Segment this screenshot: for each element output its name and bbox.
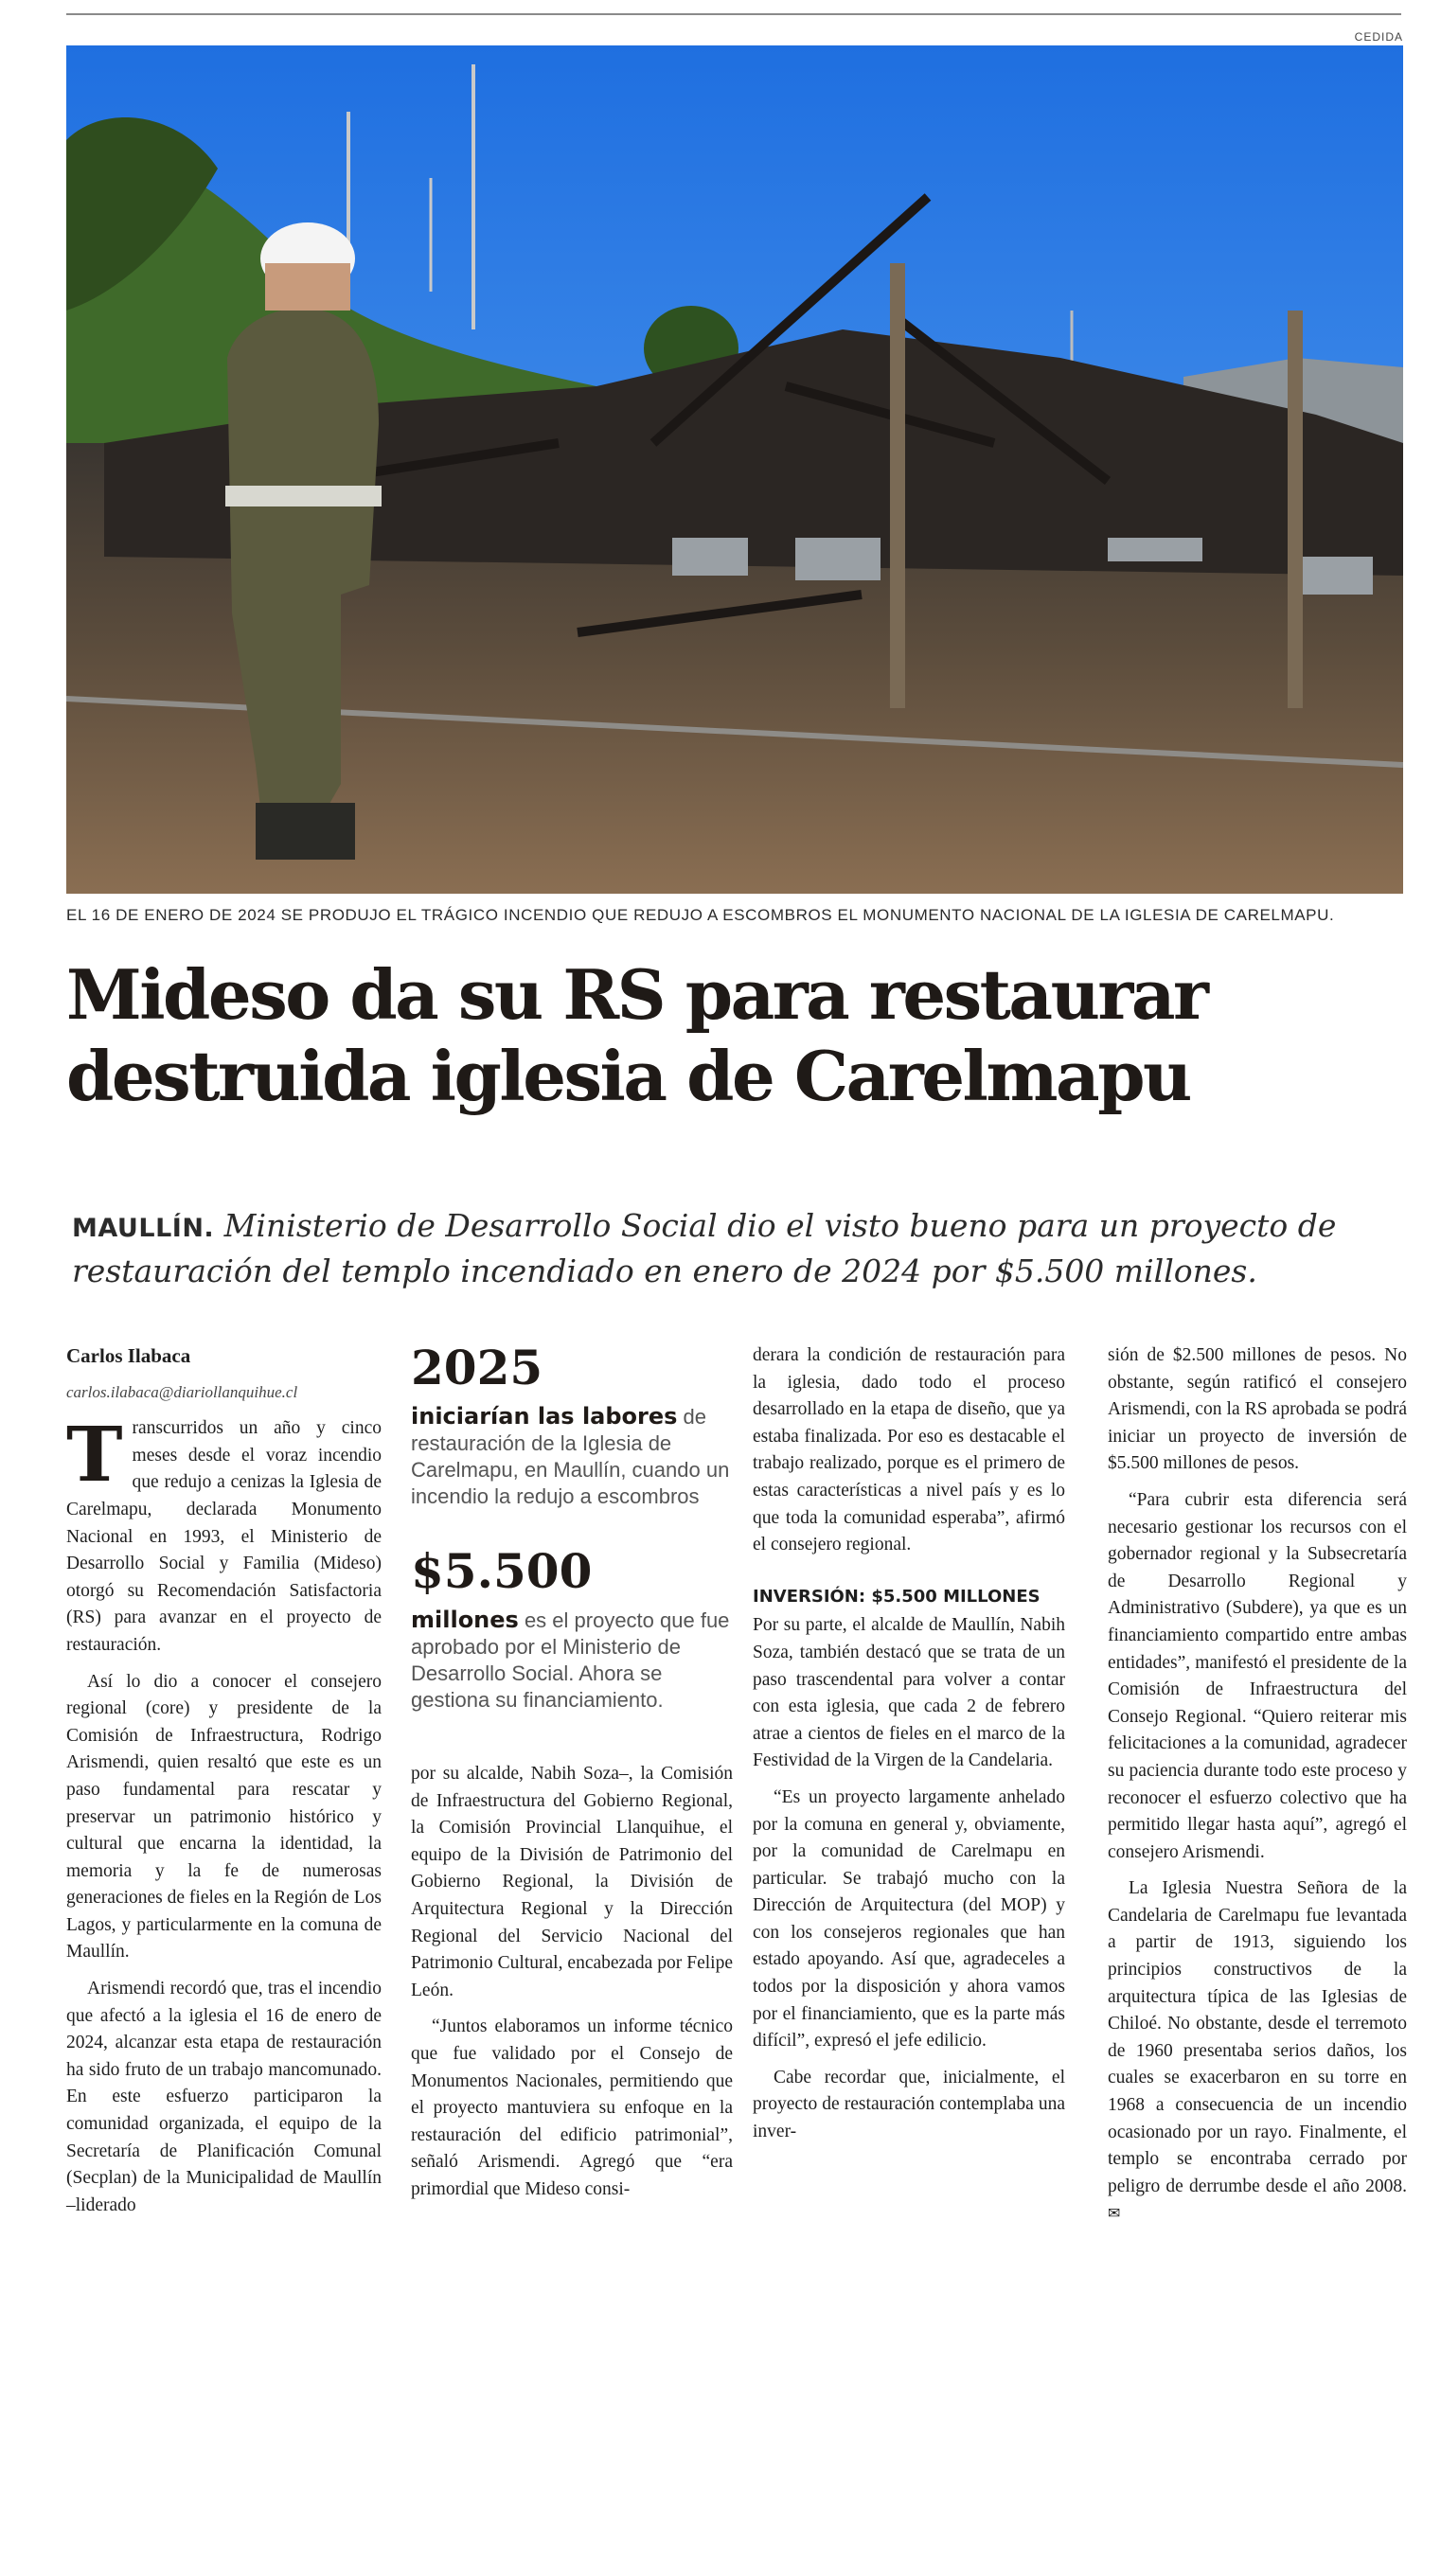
stat-number-2025: 2025 [411, 1340, 543, 1395]
paragraph: por su alcalde, Nabih Soza–, la Comisión de Infraestructura del Gobierno Regional, la Comisión Provincial Llanquihue, el equipo de la División de Patrimonio del Gobierno Regional, la División de Arquitectura Regional y la Dirección Regional del Servicio Nacional del Patrimonio Cultural, encabezada por Felipe León. [411, 1764, 733, 2000]
end-mark-icon: ✉ [1108, 2204, 1121, 2223]
paragraph: Por su parte, el alcalde de Maullín, Nabih Soza, también destacó que se trata de un paso trascendental para volver a contar con esta iglesia, que cada 2 de febrero atrae a cientos de fieles en el marco de la Festividad de la Virgen de la Candelaria. [753, 1615, 1065, 1771]
paragraph: “Juntos elaboramos un informe técnico que fue validado por el Consejo de Monumentos Nacionales, permitiendo que el proyecto mantuviera su enfoque en la restauración del edificio patrimonial”, señaló Arismendi. Agregó que “era primordial que Mideso consi- [411, 2016, 733, 2199]
paragraph: Transcurridos un año y cinco meses desde el voraz incendio que redujo a cenizas la Iglesia de Carelmapu, declarada Monumento Nacional en 1993, el Ministerio de Desarrollo Social y Familia (Mideso) otorgó su Recomendación Satisfactoria (RS) para avanzar en el proyecto de restauración. [66, 1410, 382, 1655]
stat-text-2025: iniciarían las labores de restauración de la Iglesia de Carelmapu, en Maullín, cuando un incendio la redujo a escombros [411, 1403, 730, 1508]
headline-line-1: Mideso da su RS para restaurar [66, 954, 1207, 1035]
column-2 [411, 1342, 733, 2213]
stat-number-amount: $5.500 [411, 1543, 593, 1599]
top-rule [66, 13, 1401, 15]
lede-text: Ministerio de Desarrollo Social dio el visto bueno para un proyecto de restauración del templo incendiado en enero de 2024 por $5.500 millones. [72, 1207, 1337, 1289]
column-3 [753, 1342, 1065, 2156]
paragraph: derara la condición de restauración para la iglesia, dado todo el proceso desarrollado en la etapa de diseño, que ya estaba finalizada. Por eso es destacable el trabajo realizado, porque es el primero de estas características a nivel país y es lo que toda la comunidad esperaba”, afirmó el consejero regional. [753, 1345, 1065, 1555]
paragraph: “Para cubrir esta diferencia será necesario gestionar los recursos con el gobernador regional y la Subsecretaría de Desarrollo Regional y Administrativo (Subdere), ya que es un financiamiento compartido entre ambas entidades”, manifestó el presidente de la Comisión de Infraestructura del Consejo Regional. “Quiero reiterar mis felicitaciones a la comunidad, agradecer su paciencia durante todo este proceso y reconocer el esfuerzo colectivo que ha permitido llegar hasta aquí”, agregó el consejero Arismendi. [1108, 1489, 1407, 1862]
paragraph: “Es un proyecto largamente anhelado por la comuna en general y, obviamente, por la comunidad de Carelmapu en particular. Se trabajó mucho con la Dirección de Arquitectura (del MOP) y con los consejeros regionales que han estado apoyando. Así que, agradeceles a todos por la disposición y ahora vamos por el financiamiento, que es la parte más difícil”, expresó el jefe edilicio. [753, 1786, 1065, 2052]
author-email[interactable]: carlos.ilabaca@diariollanquihue.cl [66, 1382, 298, 1401]
section-subhead: INVERSIÓN: $5.500 MILLONES [753, 1586, 1041, 1607]
photo-caption: EL 16 DE ENERO DE 2024 SE PRODUJO EL TRÁGICO INCENDIO QUE REDUJO A ESCOMBROS EL MONUMENTO NACIONAL DE LA IGLESIA DE CARELMAPU. [66, 906, 1335, 924]
column-4 [1108, 1342, 1407, 2237]
lede [72, 1204, 1397, 1292]
photo-credit: CEDIDA [1354, 30, 1403, 44]
paragraph: sión de $2.500 millones de pesos. No obstante, según ratificó el consejero Arismendi, con la RS aprobada se podrá iniciar un proyecto de inversión de $5.500 millones de pesos. [1108, 1345, 1407, 1474]
headline [66, 954, 1411, 1117]
paragraph: Cabe recordar que, inicialmente, el proyecto de restauración contemplaba una inver- [753, 2067, 1065, 2142]
paragraph: Así lo dio a conocer el consejero regional (core) y presidente de la Comisión de Infraestructura, Rodrigo Arismendi, quien resaltó que este es un paso fundamental para rescatar y preservar un patrimonio histórico y cultural que encarna la identidad, la memoria y la fe de numerosas generaciones de fieles en la Región de Los Lagos, y particularmente en la comuna de Maullín. [66, 1671, 382, 1963]
paragraph: La Iglesia Nuestra Señora de la Candelaria de Carelmapu fue levantada a partir de 1913, siguiendo los principios constructivos de la arquitectura típica de las Iglesias de Chiloé. No obstante, desde el terremoto de 1960 presentaba serios daños, los cuales se exacerbaron en su torre en 1968 a consecuencia de un incendio ocasionado por un rayo. Finalmente, el templo se encontraba cerrado por peligro de derrumbe desde el año 2008. ✉ [1108, 1878, 1407, 2223]
paragraph: Arismendi recordó que, tras el incendio que afectó a la iglesia el 16 de enero de 2024, alcanzar esta etapa de restauración ha sido fruto de un trabajo mancomunado. En este esfuerzo participaron la comunidad organizada, el equipo de la Secretaría de Planificación Comunal (Secplan) de la Municipalidad de Maullín –liderado [66, 1979, 382, 2215]
author-name: Carlos Ilabaca [66, 1344, 191, 1367]
stat-text-amount: millones es el proyecto que fue aprobado por el Ministerio de Desarrollo Social. Ahora se gestiona su financiamiento. [411, 1607, 730, 1712]
drop-cap: T [66, 1410, 123, 1500]
headline-line-2: destruida iglesia de Carelmapu [66, 1036, 1190, 1116]
column-1 [66, 1342, 382, 2229]
lede-kicker: MAULLÍN. [72, 1214, 215, 1243]
fire-ruins-photo [66, 45, 1403, 894]
